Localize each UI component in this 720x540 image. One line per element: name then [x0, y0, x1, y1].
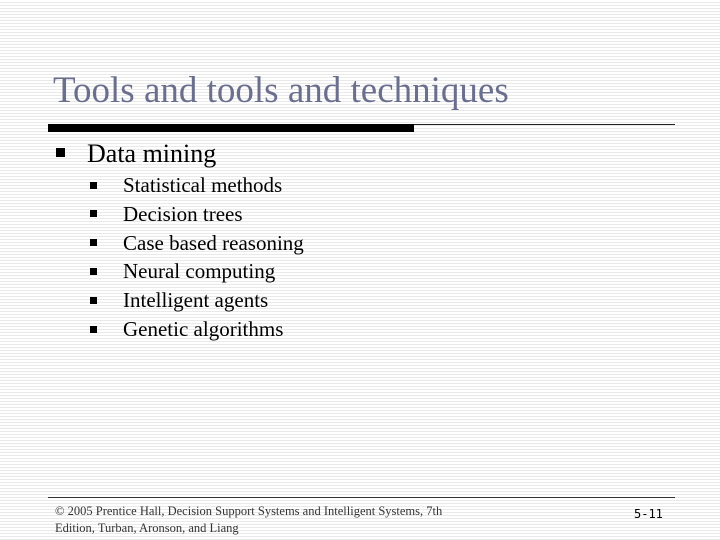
sub-bullet-label: Statistical methods [123, 173, 283, 197]
square-bullet-icon [56, 148, 65, 157]
slide-title: Tools and tools and techniques [53, 70, 509, 111]
footer-copyright: © 2005 Prentice Hall, Decision Support Systems and Intelligent Systems, 7th Edition, Turban, Aronson, and Liang [55, 504, 443, 535]
square-bullet-icon [90, 268, 97, 275]
square-bullet-icon [90, 182, 97, 189]
square-bullet-icon [90, 297, 97, 304]
sub-bullet-label: Genetic algorithms [123, 316, 284, 341]
sub-bullet-item [90, 286, 304, 315]
sub-bullet-item [90, 315, 304, 344]
footer-divider [48, 497, 675, 498]
sub-bullet-list [90, 171, 304, 344]
sub-bullet-item [90, 257, 304, 286]
square-bullet-icon [90, 239, 97, 246]
bullet-label: Data mining [87, 139, 217, 168]
bullet-data-mining [56, 139, 216, 169]
square-bullet-icon [90, 210, 97, 217]
title-underline-thick [48, 124, 414, 132]
sub-bullet-item [90, 171, 304, 200]
sub-bullet-label: Neural computing [123, 259, 276, 284]
slide-number: 5-11 [634, 507, 663, 521]
sub-bullet-label: Case based reasoning [123, 230, 304, 255]
sub-bullet-label: Decision trees [123, 201, 243, 226]
sub-bullet-label: Intelligent agents [123, 288, 269, 313]
square-bullet-icon [90, 326, 97, 333]
sub-bullet-item [90, 229, 304, 258]
sub-bullet-item [90, 200, 304, 229]
